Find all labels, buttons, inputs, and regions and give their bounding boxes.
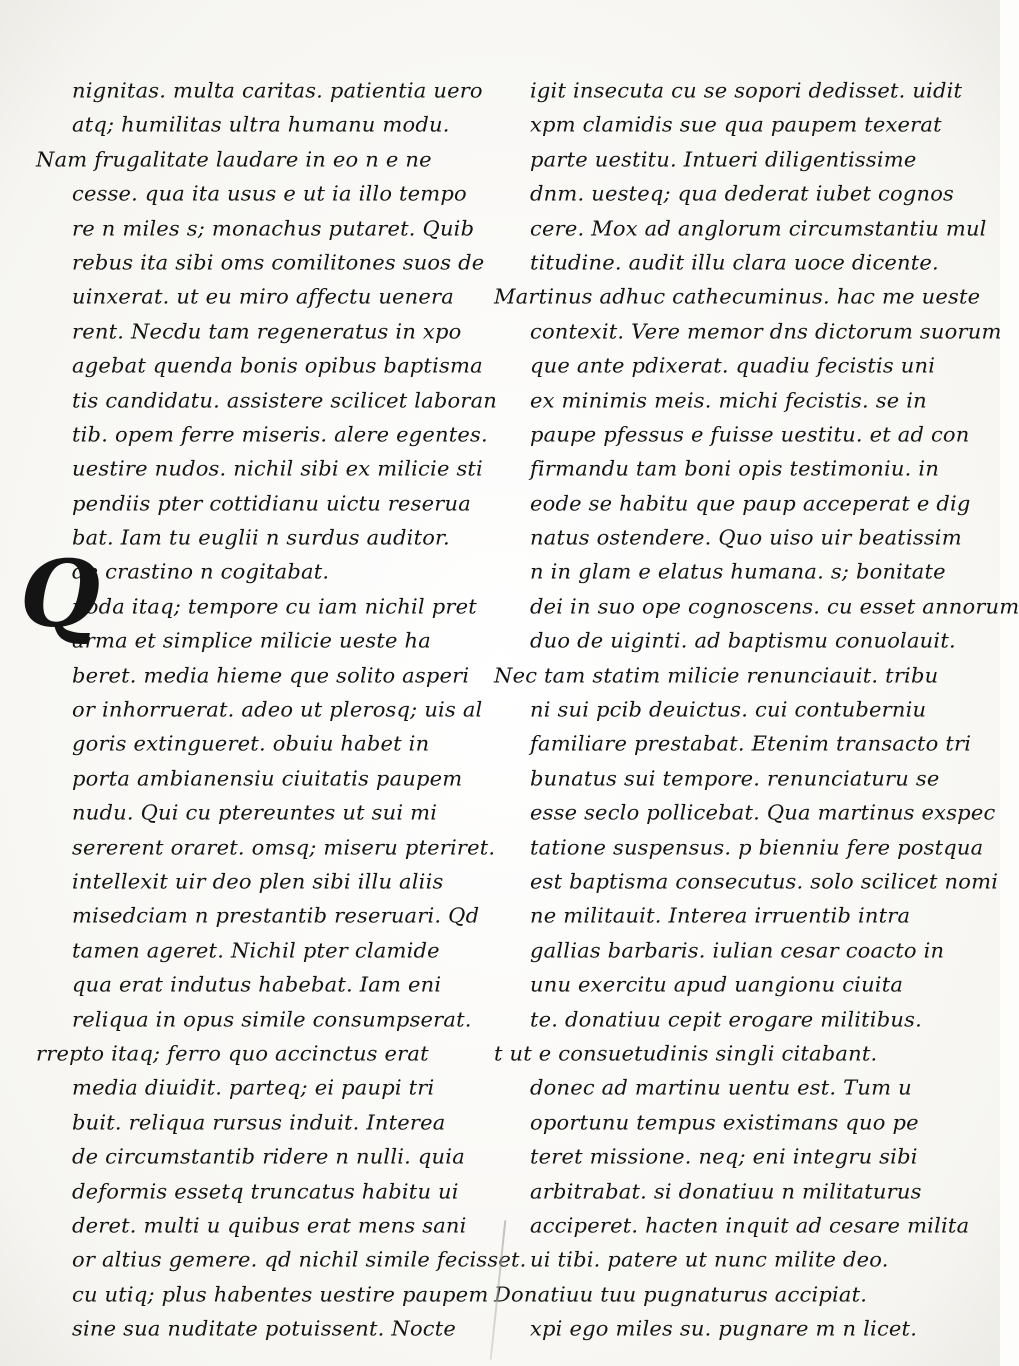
left-column-line: deformis essetq truncatus habitu ui <box>72 1179 459 1204</box>
right-column-line: firmandu tam boni opis testimoniu. in <box>530 457 940 481</box>
right-column-line: xpm clamidis sue qua paupem texerat <box>530 113 942 137</box>
right-column-line: natus ostendere. Quo uiso uir beatissim <box>530 526 962 550</box>
left-column-line: bat. Iam tu euglii n surdus auditor. <box>72 526 450 550</box>
left-column-line: cesse. qua ita usus e ut ia illo tempo <box>72 182 467 206</box>
left-column-line: intellexit uir deo plen sibi illu aliis <box>72 870 444 894</box>
left-column-line: tib. opem ferre miseris. alere egentes. <box>72 423 488 447</box>
right-column-line: ni sui pcib deuictus. cui contuberniu <box>530 698 927 722</box>
left-column-line: nignitas. multa caritas. patientia uero <box>72 79 483 103</box>
left-column-line: atq; humilitas ultra humanu modu. <box>72 113 450 137</box>
left-column-line: rrepto itaq; ferro quo accinctus erat <box>36 1042 429 1066</box>
left-column <box>36 74 527 1346</box>
right-column-line: donec ad martinu uentu est. Tum u <box>530 1076 912 1100</box>
left-column-line: tamen ageret. Nichil pter clamide <box>72 939 440 963</box>
left-column-line: sine sua nuditate potuissent. Nocte <box>72 1317 457 1341</box>
left-column-line: or altius gemere. qd nichil simile fecisset. <box>72 1248 527 1272</box>
left-column-line: arma et simplice milicie ueste ha <box>72 629 431 653</box>
left-column-line: uestire nudos. nichil sibi ex milicie sti <box>72 457 483 481</box>
right-column-line: te. donatiuu cepit erogare militibus. <box>530 1008 922 1032</box>
right-column-line: ex minimis meis. michi fecistis. se in <box>530 389 927 413</box>
left-column-line: or inhorruerat. adeo ut plerosq; uis al <box>72 698 483 722</box>
right-column-line: t ut e consuetudinis singli citabant. <box>494 1042 878 1066</box>
left-column-line: rebus ita sibi oms comilitones suos de <box>72 251 485 275</box>
right-column-line: ne militauit. Interea irruentib intra <box>530 904 911 928</box>
right-column-line: arbitrabat. si donatiuu n militaturus <box>530 1179 922 1204</box>
right-column-line: dei in suo ope cognoscens. cu esset annorum <box>530 595 1019 619</box>
left-column-line: sererent oraret. omsq; miseru pteriret. <box>72 836 496 860</box>
right-column-line: contexit. Vere memor dns dictorum suorum <box>530 320 1002 344</box>
right-column-line: paupe pfessus e fuisse uestitu. et ad con <box>530 423 970 447</box>
right-column-line: que ante pdixerat. quadiu fecistis uni <box>530 354 936 378</box>
right-column-line: xpi ego miles su. pugnare m n licet. <box>530 1317 918 1341</box>
right-column-line: unu exercitu apud uangionu ciuita <box>530 973 904 997</box>
left-column-line: reliqua in opus simile consumpserat. <box>72 1008 472 1032</box>
right-column-line: n in glam e elatus humana. s; bonitate <box>530 560 946 584</box>
right-column <box>494 74 1019 1346</box>
left-column-line: beret. media hieme que solito asperi <box>72 664 470 688</box>
right-column-line: esse seclo pollicebat. Qua martinus exspec <box>530 801 996 825</box>
left-column-line: media diuidit. parteq; ei paupi tri <box>72 1076 435 1100</box>
right-column-line: dnm. uesteq; qua dederat iubet cognos <box>530 182 955 206</box>
right-column-line: oportunu tempus existimans quo pe <box>530 1111 919 1135</box>
right-column-line: ui tibi. patere ut nunc milite deo. <box>530 1248 889 1272</box>
right-column-line: acciperet. hacten inquit ad cesare milita <box>530 1214 970 1238</box>
left-column-line: rent. Necdu tam regeneratus in xpo <box>72 320 462 344</box>
left-column-line: uinxerat. ut eu miro affectu uenera <box>72 285 454 309</box>
decorated-initial-q: Q <box>20 540 101 648</box>
right-column-line: familiare prestabat. Etenim transacto tri <box>530 732 972 756</box>
right-column-line: teret missione. neq; eni integru sibi <box>530 1145 918 1169</box>
left-column-line: cu utiq; plus habentes uestire paupem <box>72 1283 489 1307</box>
right-column-line: gallias barbaris. iulian cesar coacto in <box>530 939 945 963</box>
left-column-line: agebat quenda bonis opibus baptisma <box>72 354 483 378</box>
right-column-line: cere. Mox ad anglorum circumstantiu mul <box>530 217 987 241</box>
right-column-line: est baptisma consecutus. solo scilicet nomi <box>530 870 999 894</box>
left-column-line: buit. reliqua rursus induit. Interea <box>72 1111 446 1135</box>
right-column-line: bunatus sui tempore. renunciaturu se <box>530 767 940 791</box>
left-column-line: uoda itaq; tempore cu iam nichil pret <box>72 595 477 619</box>
right-column-line: Martinus adhuc cathecuminus. hac me ueste <box>494 285 981 309</box>
right-column-line: Donatiuu tuu pugnaturus accipiat. <box>494 1283 868 1307</box>
left-column-line: pendiis pter cottidianu uictu reserua <box>72 492 471 516</box>
right-column-line: Nec tam statim milicie renunciauit. tribu <box>494 664 939 688</box>
right-column-line: igit insecuta cu se sopori dedisset. uidit <box>530 79 963 103</box>
left-column-line: Nam frugalitate laudare in eo n e ne <box>36 148 432 172</box>
right-column-line: eode se habitu que paup acceperat e dig <box>530 492 971 516</box>
left-column-line: nudu. Qui cu ptereuntes ut sui mi <box>72 801 438 825</box>
right-column-line: tatione suspensus. p bienniu fere postqua <box>530 836 984 860</box>
left-column-line: goris extingueret. obuiu habet in <box>72 732 430 756</box>
left-column-line: porta ambianensiu ciuitatis paupem <box>72 767 463 791</box>
right-column-line: titudine. audit illu clara uoce dicente. <box>530 251 939 275</box>
left-column-line: de circumstantib ridere n nulli. quia <box>72 1145 465 1169</box>
left-column-line: misedciam n prestantib reseruari. Qd <box>72 904 480 928</box>
left-column-line: re n miles s; monachus putaret. Quib <box>72 217 475 241</box>
right-column-line: parte uestitu. Intueri diligentissime <box>530 148 917 172</box>
left-column-line: deret. multi u quibus erat mens sani <box>72 1214 467 1238</box>
left-column-line: de crastino n cogitabat. <box>72 560 330 584</box>
left-column-line: qua erat indutus habebat. Iam eni <box>72 973 442 997</box>
left-column-line: tis candidatu. assistere scilicet laboran <box>72 389 498 413</box>
right-column-line: duo de uiginti. ad baptismu conuolauit. <box>530 629 956 653</box>
